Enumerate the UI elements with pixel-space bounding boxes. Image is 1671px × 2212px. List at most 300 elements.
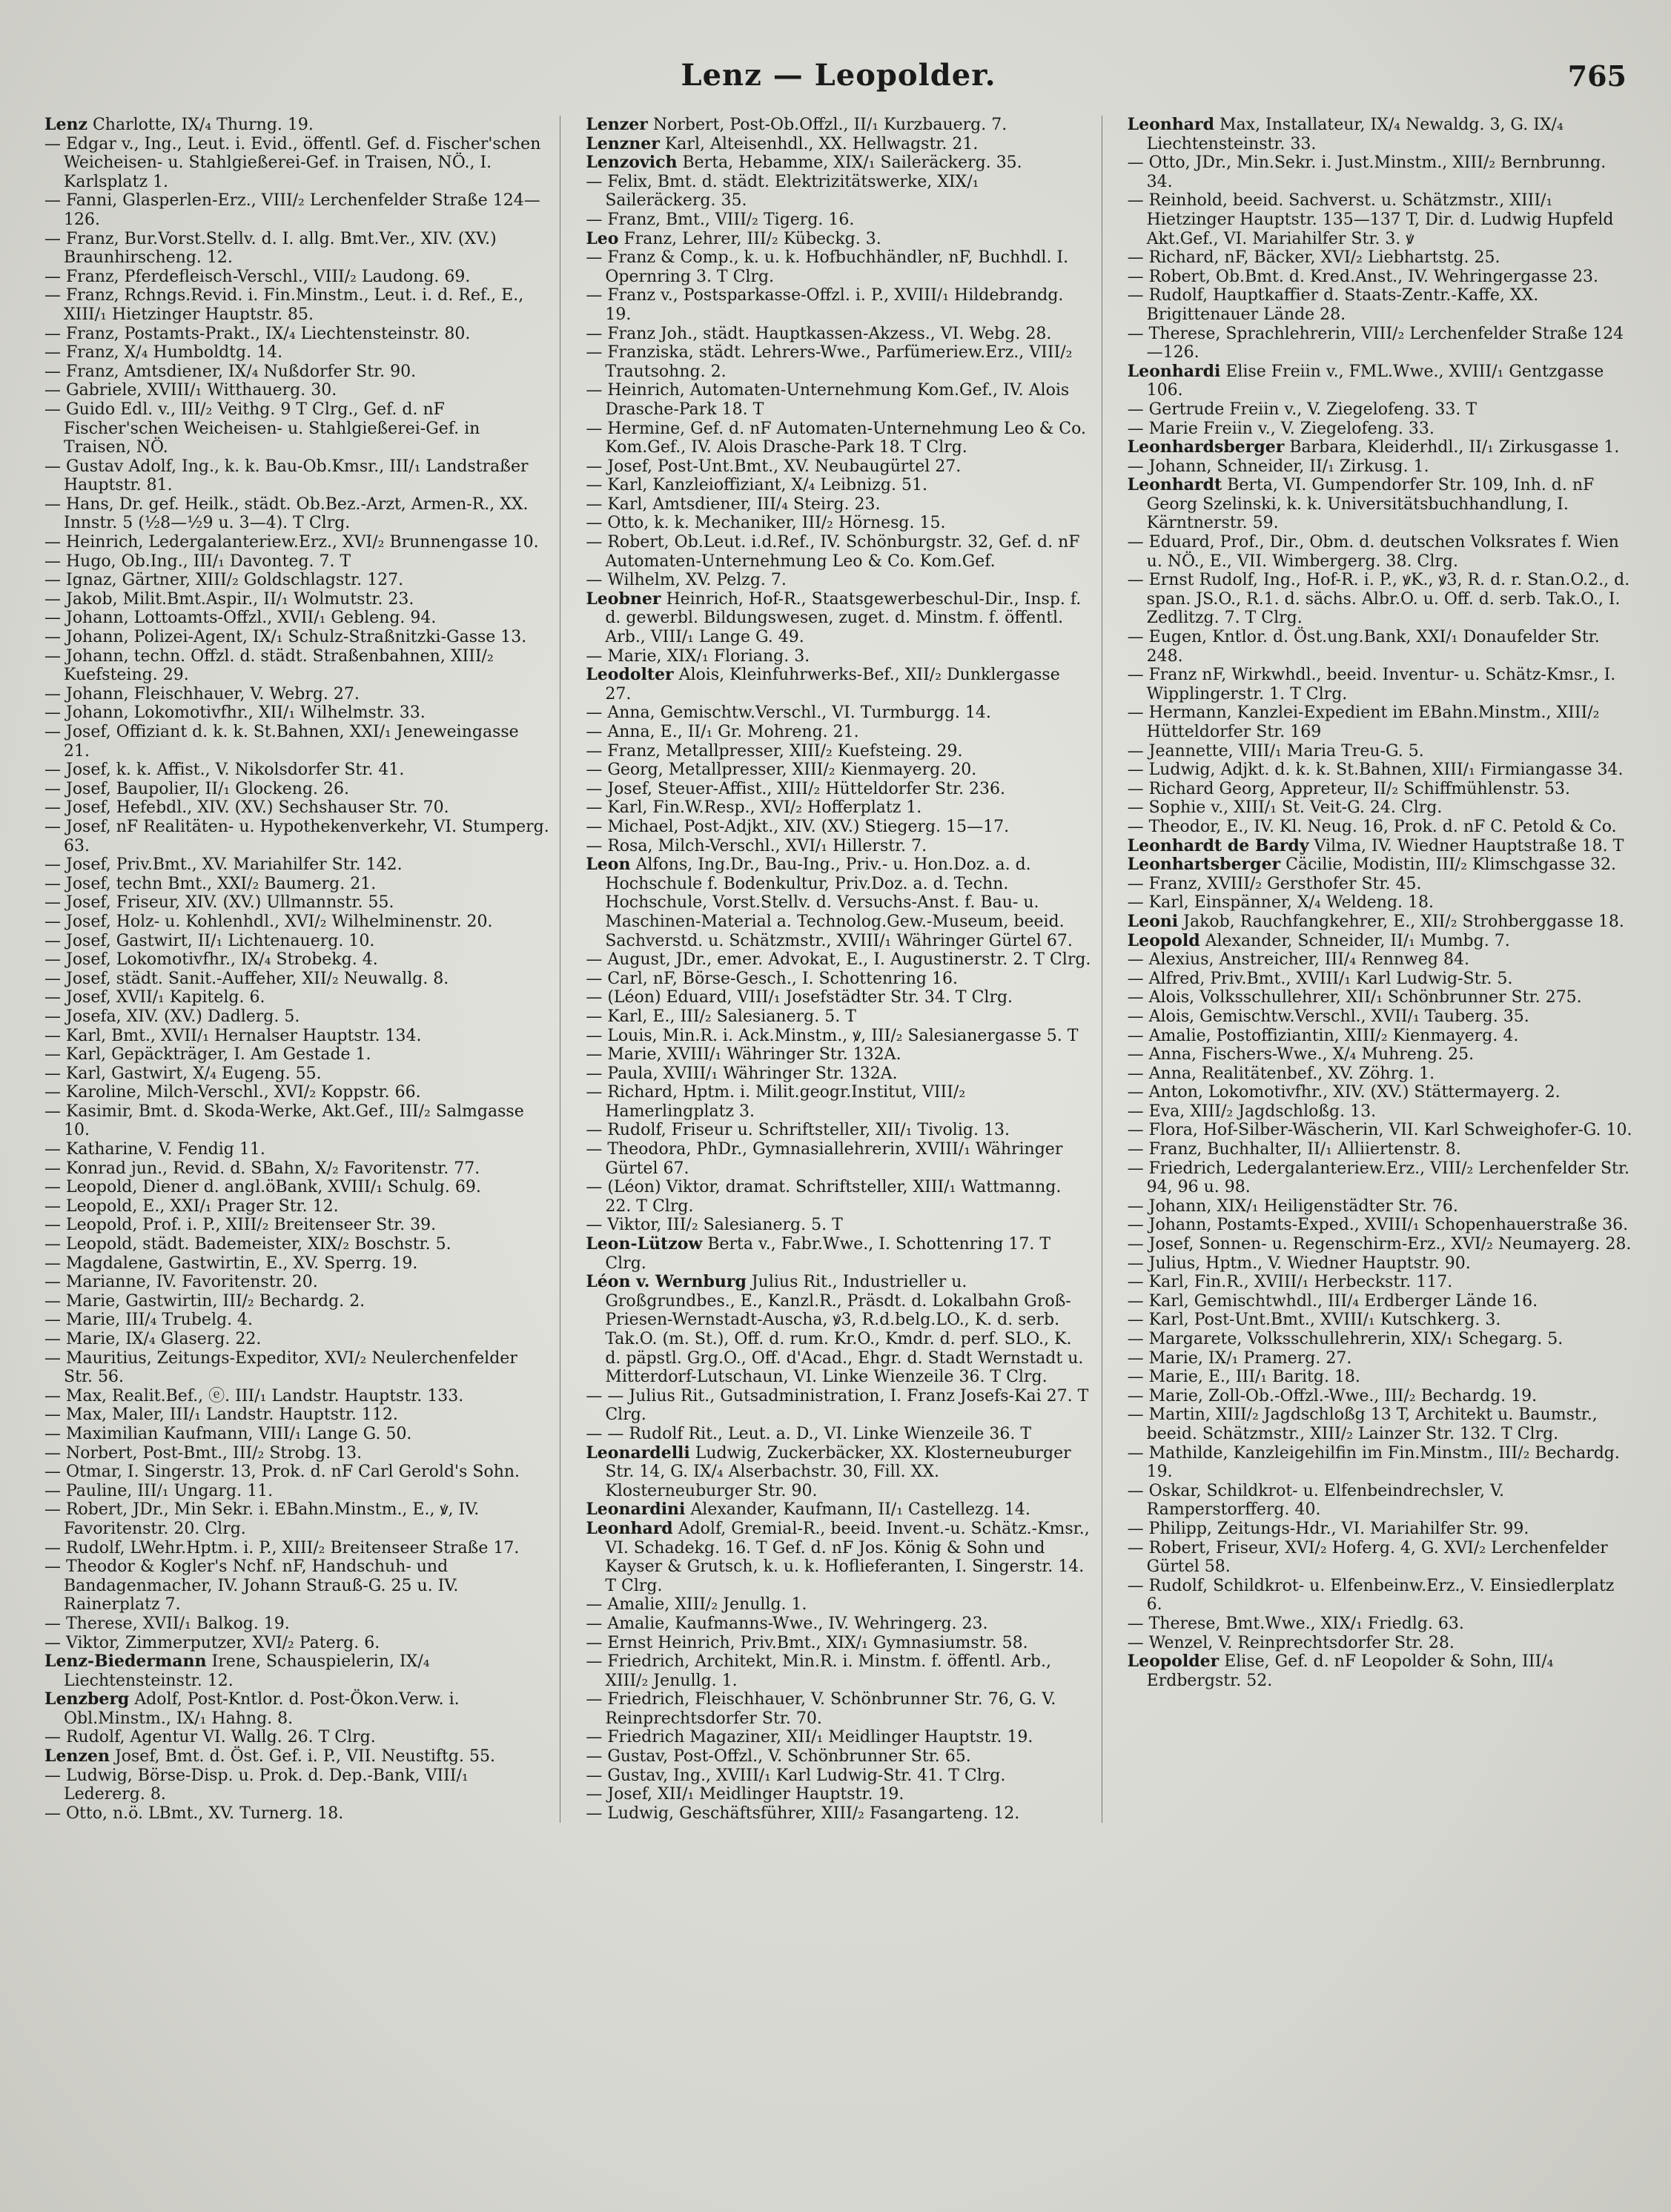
entry-text: — Eugen, Kntlor. d. Öst.ung.Bank, XXI/₁ Donaufelder Str. 248. (1127, 628, 1600, 666)
directory-entry (1128, 1083, 1632, 1102)
entry-surname: Lenzner (586, 133, 660, 153)
directory-entry (586, 153, 1091, 173)
directory-entry (586, 533, 1091, 571)
directory-entry (1128, 1652, 1632, 1690)
entry-text: — Franz, Bmt., VIII/₂ Tigerg. 16. (586, 210, 855, 229)
directory-entry (586, 837, 1091, 856)
entry-text: Franz, Lehrer, III/₂ Kübeckg. 3. (623, 229, 881, 248)
entry-surname: Lenzovich (586, 153, 678, 173)
entry-text: — Josef, Offiziant d. k. k. St.Bahnen, XXI/₁ Jeneweingasse 21. (44, 723, 519, 761)
directory-entry (586, 703, 1091, 723)
directory-entry (1128, 1634, 1632, 1653)
entry-text: — Josef, nF Realitäten- u. Hypothekenverkehr, VI. Stumperg. 63. (44, 817, 549, 855)
directory-entry (44, 1311, 549, 1330)
entry-text: Adolf, Gremial-R., beeid. Invent.-u. Schätz.-Kmsr., VI. Schadekg. 16. T Gef. d. nF Jos. König & Sohn und Kayser & Grutsch, k. u. k. Hoflieferanten, I. Singerstr. 14. T Clrg. (605, 1519, 1090, 1595)
entry-text: Charlotte, IX/₄ Thurng. 19. (92, 116, 314, 134)
directory-entry (586, 1520, 1091, 1595)
directory-entry (586, 1273, 1091, 1387)
entry-text: — Karl, Kanzleioffiziant, X/₄ Leibnizg. 51. (586, 476, 927, 495)
directory-entry (44, 761, 549, 780)
entry-surname: Leon-Lützow (586, 1234, 703, 1254)
directory-entry (1128, 1292, 1632, 1311)
entry-text: — Richard, Hptm. i. Milit.geogr.Institut, VIII/₂ Hamerlingplatz 3. (586, 1083, 966, 1121)
directory-entry (586, 818, 1091, 837)
directory-entry (1128, 628, 1632, 666)
directory-entry (1128, 457, 1632, 477)
directory-entry (1128, 268, 1632, 287)
directory-entry (586, 1804, 1091, 1824)
entry-text: — Franz, Amtsdiener, IX/₄ Nußdorfer Str. 90. (44, 362, 417, 381)
directory-entry (44, 325, 549, 344)
entry-surname: Leonhardt de Bardy (1127, 835, 1309, 855)
directory-entry (1128, 1539, 1632, 1577)
directory-entry (44, 818, 549, 855)
entry-surname: Leonhardt (1127, 475, 1222, 495)
directory-entry (44, 875, 549, 894)
directory-entry (1128, 1254, 1632, 1274)
directory-entry (586, 1007, 1091, 1027)
directory-entry (586, 590, 1091, 647)
entry-text: — Josef, techn Bmt., XXI/₂ Baumerg. 21. (44, 874, 377, 893)
entry-text: — Reinhold, beeid. Sachverst. u. Schätzmstr., XIII/₁ Hietzinger Hauptstr. 135—137 T, Dir. d. Ludwig Hupfeld Akt.Gef., VI. Mariahilfer Str. 3. ꝟ (1127, 191, 1614, 248)
entry-surname: Lenz (44, 116, 87, 134)
entry-text: — Alois, Gemischtw.Verschl., XVII/₁ Tauberg. 35. (1127, 1007, 1529, 1026)
directory-entry (44, 533, 549, 552)
directory-entry (1128, 837, 1632, 856)
directory-entry (1128, 1064, 1632, 1084)
column-3 (1128, 116, 1632, 1823)
directory-entry (44, 1102, 549, 1140)
entry-text: Alois, Kleinfuhrwerks-Bef., XII/₂ Dunklergasse 27. (605, 666, 1060, 703)
entry-text: — Fanni, Glasperlen-Erz., VIII/₂ Lerchenfelder Straße 124—126. (44, 191, 540, 229)
directory-entry (44, 1159, 549, 1179)
entry-text: — Max, Maler, III/₁ Landstr. Hauptstr. 112. (44, 1405, 398, 1425)
entry-surname: Lenzberg (44, 1689, 130, 1709)
running-title: Lenz — Leopolder. (681, 58, 996, 93)
entry-text: — Oskar, Schildkrot- u. Elfenbeindrechsler, V. Ramperstorfferg. 40. (1127, 1481, 1505, 1520)
directory-entry (1128, 893, 1632, 913)
directory-entry (586, 780, 1091, 799)
directory-entry (44, 1766, 549, 1804)
entry-text: — Marie, Gastwirtin, III/₂ Bechardg. 2. (44, 1291, 365, 1311)
directory-entry (586, 1690, 1091, 1728)
entry-text: — Franz v., Postsparkasse-Offzl. i. P., XVIII/₁ Hildebrandg. 19. (586, 286, 1064, 324)
entry-text: — Edgar v., Ing., Leut. i. Evid., öffentl. Gef. d. Fischer'schen Weicheisen- u. Stahlgießerei-Gef. in Traisen, NÖ., I. Karlsplatz 1. (44, 134, 541, 191)
directory-entry (44, 1349, 549, 1387)
directory-entry (586, 761, 1091, 780)
entry-text: — Marie, Zoll-Ob.-Offzl.-Wwe., III/₂ Bechardg. 19. (1127, 1386, 1538, 1405)
directory-entry (44, 647, 549, 685)
entry-text: — Karl, Gemischtwhdl., III/₄ Erdberger Lände 16. (1127, 1291, 1538, 1311)
entry-text: — Hugo, Ob.Ing., III/₁ Davonteg. 7. T (44, 552, 351, 571)
directory-entry (1128, 798, 1632, 818)
directory-entry (586, 343, 1091, 381)
entry-text: — Johann, Polizei-Agent, IX/₁ Schulz-Straßnitzki-Gasse 13. (44, 628, 527, 647)
directory-entry (586, 855, 1091, 950)
directory-entry (1128, 703, 1632, 741)
directory-entry (1128, 1159, 1632, 1197)
directory-entry (1128, 1273, 1632, 1292)
entry-text: — Anna, Fischers-Wwe., X/₄ Muhreng. 25. (1127, 1045, 1475, 1064)
entry-text: — Rudolf, Agentur VI. Wallg. 26. T Clrg. (44, 1728, 376, 1747)
directory-entry (44, 913, 549, 932)
directory-entry (586, 1785, 1091, 1804)
directory-entry (44, 780, 549, 799)
entry-text: — Carl, nF, Börse-Gesch., I. Schottenring 16. (586, 969, 958, 988)
directory-entry (586, 457, 1091, 477)
entry-text: — Karl, Post-Unt.Bmt., XVIII/₁ Kutschkerg. 3. (1127, 1311, 1501, 1330)
entry-surname: Leonhartsberger (1127, 855, 1281, 875)
entry-text: — Viktor, Zimmerputzer, XVI/₂ Paterg. 6. (44, 1633, 380, 1652)
entry-text: Ludwig, Zuckerbäcker, XX. Klosterneuburger Str. 14, G. IX/₄ Alserbachstr. 30, Fill. XX. Klosterneuburger Str. 90. (605, 1443, 1071, 1500)
entry-surname: Leonhardsberger (1127, 437, 1285, 457)
entry-text: — (Léon) Eduard, VIII/₁ Josefstädter Str. 34. T Clrg. (586, 988, 1013, 1007)
directory-entry (586, 116, 1091, 135)
directory-entry (1128, 1444, 1632, 1482)
entry-surname: Leo (586, 228, 619, 248)
directory-entry (586, 970, 1091, 989)
directory-entry (1128, 875, 1632, 894)
entry-surname: Leon (586, 855, 631, 875)
entry-text: — Gustav Adolf, Ing., k. k. Bau-Ob.Kmsr., III/₁ Landstraßer Hauptstr. 81. (44, 457, 529, 495)
entry-text: — Robert, Friseur, XVI/₂ Hoferg. 4, G. XVI/₂ Lerchenfelder Gürtel 58. (1127, 1538, 1608, 1577)
entry-text: — Josef, Post-Unt.Bmt., XV. Neubaugürtel 27. (586, 457, 962, 476)
directory-entry (586, 1387, 1091, 1425)
column-2 (586, 116, 1102, 1823)
entry-text: — Franz, Metallpresser, XIII/₂ Kuefsteing. 29. (586, 741, 963, 761)
entry-text: — Amalie, Kaufmanns-Wwe., IV. Wehringerg. 23. (586, 1614, 988, 1633)
column-1 (44, 116, 560, 1823)
page-header (44, 58, 1632, 102)
directory-entry (44, 1235, 549, 1254)
directory-entry (44, 1747, 549, 1766)
entry-surname: Leopold (1127, 930, 1200, 950)
entry-text: — Ludwig, Adjkt. d. k. k. St.Bahnen, XIII/₁ Firmiangasse 34. (1127, 761, 1624, 780)
directory-entry (586, 173, 1091, 211)
entry-text: — August, JDr., emer. Advokat, E., I. Augustinerstr. 2. T Clrg. (586, 950, 1091, 970)
directory-entry (1128, 438, 1632, 457)
directory-entry (1128, 116, 1632, 153)
entry-text: Adolf, Post-Kntlor. d. Post-Ökon.Verw. i. Obl.Minstm., IX/₁ Hahng. 8. (64, 1690, 460, 1728)
entry-text: — Guido Edl. v., III/₂ Veithg. 9 T Clrg., Gef. d. nF Fischer'schen Weicheisen- u. Stahlgießerei-Gef. in Traisen, NÖ. (44, 400, 480, 457)
entry-text: — Sophie v., XIII/₁ St. Veit-G. 24. Clrg. (1127, 798, 1443, 818)
entry-text: — Heinrich, Automaten-Unternehmung Kom.Gef., IV. Alois Drasche-Park 18. T (586, 381, 1070, 419)
entry-text: — Josef, Sonnen- u. Regenschirm-Erz., XVI/₂ Neumayerg. 28. (1127, 1235, 1632, 1254)
directory-entry (1128, 1235, 1632, 1254)
directory-entry (44, 1804, 549, 1824)
entry-text: — Therese, XVII/₁ Balkog. 19. (44, 1614, 290, 1633)
directory-entry (44, 1652, 549, 1690)
entry-text: — Franz, Postamts-Prakt., IX/₄ Liechtensteinstr. 80. (44, 324, 471, 343)
directory-entry (44, 1292, 549, 1311)
entry-text: — — Rudolf Rit., Leut. a. D., VI. Linke Wienzeile 36. T (586, 1424, 1032, 1443)
directory-entry (44, 552, 549, 572)
directory-entry (586, 1444, 1091, 1501)
entry-text: — Konrad jun., Revid. d. SBahn, X/₂ Favoritenstr. 77. (44, 1159, 480, 1178)
entry-text: — Amalie, Postoffiziantin, XIII/₂ Kienmayerg. 4. (1127, 1026, 1519, 1045)
directory-entry (1128, 1615, 1632, 1634)
entry-text: — Jeannette, VIII/₁ Maria Treu-G. 5. (1127, 741, 1424, 761)
directory-entry (1128, 1045, 1632, 1064)
directory-entry (44, 1539, 549, 1558)
directory-entry (1128, 988, 1632, 1007)
entry-text: — Mathilde, Kanzleigehilfin im Fin.Minstm., III/₂ Bechardg. 19. (1127, 1443, 1620, 1482)
entry-text: — Leopold, Diener d. angl.öBank, XVIII/₁ Schulg. 69. (44, 1178, 481, 1197)
entry-text: — Viktor, III/₂ Salesianerg. 5. T (586, 1216, 843, 1235)
directory-entry (44, 1007, 549, 1027)
entry-text: Heinrich, Hof-R., Staatsgewerbeschul-Dir., Insp. f. d. gewerbl. Bildungswesen, zuget. d. Minstm. f. öffentl. Arb., VIII/₁ Lange G. 49. (605, 589, 1082, 647)
entry-text: — Martin, XIII/₂ Jagdschloßg 13 T, Architekt u. Baumstr., beeid. Schätzmstr., XIII/₂ Lainzer Str. 132. T Clrg. (1127, 1405, 1598, 1443)
directory-entry (44, 1405, 549, 1425)
entry-text: — Maximilian Kaufmann, VIII/₁ Lange G. 50. (44, 1424, 412, 1443)
directory-entry (1128, 1387, 1632, 1406)
directory-entry (44, 343, 549, 362)
directory-entry (586, 723, 1091, 742)
entry-text: — Robert, JDr., Min Sekr. i. EBahn.Minstm., E., ꝟ, IV. Favoritenstr. 20. Clrg. (44, 1500, 480, 1538)
entry-text: — Leopold, E., XXI/₁ Prager Str. 12. (44, 1196, 339, 1216)
directory-entry (44, 571, 549, 590)
directory-entry (1128, 1197, 1632, 1216)
entry-text: — Johann, XIX/₁ Heiligenstädter Str. 76. (1127, 1196, 1458, 1216)
directory-entry (44, 1482, 549, 1501)
directory-entry (1128, 362, 1632, 400)
entry-surname: Leoni (1127, 911, 1179, 931)
entry-surname: Leonardini (586, 1500, 686, 1520)
directory-entry (44, 1690, 549, 1728)
entry-text: — Gustav, Post-Offzl., V. Schönbrunner Str. 65. (586, 1747, 971, 1766)
directory-entry (1128, 970, 1632, 989)
entry-surname: Leonhard (1127, 116, 1215, 134)
entry-text: — Wenzel, V. Reinprechtsdorfer Str. 28. (1127, 1633, 1455, 1652)
directory-entry (44, 1064, 549, 1084)
directory-entry (586, 950, 1091, 970)
entry-text: — Otto, JDr., Min.Sekr. i. Just.Minstm., XIII/₂ Bernbrunng. 34. (1127, 153, 1607, 191)
entry-text: — Eduard, Prof., Dir., Obm. d. deutschen Volksrates f. Wien u. NÖ., E., VII. Wimbergerg. 38. Clrg. (1127, 533, 1619, 571)
entry-text: — Josef, Lokomotivfhr., IX/₄ Strobekg. 4. (44, 950, 378, 970)
directory-entry (44, 1140, 549, 1159)
entry-text: Cäcilie, Modistin, III/₂ Klimschgasse 32. (1285, 855, 1616, 875)
directory-entry (586, 248, 1091, 286)
entry-text: — Anna, E., II/₁ Gr. Mohreng. 21. (586, 723, 859, 741)
entry-text: — Marie, XVIII/₁ Währinger Str. 132A. (586, 1045, 901, 1064)
entry-text: — Norbert, Post-Bmt., III/₂ Strobg. 13. (44, 1443, 363, 1463)
entry-text: — Franz, Pferdefleisch-Verschl., VIII/₂ Laudong. 69. (44, 267, 471, 286)
directory-entry (1128, 533, 1632, 571)
directory-entry (586, 1728, 1091, 1747)
directory-entry (44, 1463, 549, 1482)
entry-surname: Leonhardi (1127, 361, 1221, 381)
directory-entry (1128, 780, 1632, 799)
directory-entry (44, 1615, 549, 1634)
entry-text: — Kasimir, Bmt. d. Skoda-Werke, Akt.Gef., III/₂ Salmgasse 10. (44, 1102, 524, 1140)
directory-entry (586, 230, 1091, 249)
directory-entry (586, 1140, 1091, 1178)
entry-text: — Gertrude Freiin v., V. Ziegelofeng. 33. T (1127, 400, 1478, 419)
entry-text: — Karl, Amtsdiener, III/₄ Steirg. 23. (586, 494, 881, 514)
entry-text: — Louis, Min.R. i. Ack.Minstm., ꝟ, III/₂ Salesianergasse 5. T (586, 1026, 1079, 1045)
entry-text: — Josefa, XIV. (XV.) Dadlerg. 5. (44, 1007, 300, 1026)
entry-text: — Karoline, Milch-Verschl., XVI/₂ Koppstr. 66. (44, 1083, 421, 1102)
entry-text: — Wilhelm, XV. Pelzg. 7. (586, 571, 787, 590)
directory-entry (586, 1634, 1091, 1653)
entry-text: — Richard Georg, Appreteur, II/₂ Schiffmühlenstr. 53. (1127, 779, 1571, 798)
directory-entry (44, 1557, 549, 1615)
entry-text: — Theodor & Kogler's Nchf. nF, Handschuh- und Bandagenmacher, IV. Johann Strauß-G. 25 u. IV. Rainerplatz 7. (44, 1557, 459, 1615)
directory-entry (1128, 1216, 1632, 1235)
entry-surname: Léon v. Wernburg (586, 1272, 747, 1292)
directory-columns (44, 116, 1632, 1823)
entry-text: Barbara, Kleiderhdl., II/₁ Zirkusgasse 1. (1289, 438, 1620, 457)
entry-text: — Johann, Lokomotivfhr., XII/₁ Wilhelmstr. 33. (44, 703, 426, 723)
entry-text: — Ernst Rudolf, Ing., Hof-R. i. P., ꝟK., ꝟ3, R. d. r. Stan.O.2., d. span. JS.O., R.1. d. sächs. Albr.O. u. Off. d. serb. Tak.O., I. Zedlitzg. 7. T Clrg. (1127, 571, 1630, 628)
entry-text: — Julius, Hptm., V. Wiedner Hauptstr. 90. (1127, 1254, 1471, 1273)
entry-text: — Alois, Volksschullehrer, XII/₁ Schönbrunner Str. 275. (1127, 988, 1582, 1007)
directory-entry (1128, 476, 1632, 533)
entry-text: — Hans, Dr. gef. Heilk., städt. Ob.Bez.-Arzt, Armen-R., XX. Innstr. 5 (½8—½9 u. 3—4). T Clrg. (44, 494, 529, 533)
directory-entry (44, 1178, 549, 1197)
directory-entry (1128, 1330, 1632, 1349)
entry-text: — Max, Realit.Bef., ⓔ. III/₁ Landstr. Hauptstr. 133. (44, 1386, 464, 1405)
entry-text: — Richard, nF, Bäcker, XVI/₂ Liebhartstg. 25. (1127, 248, 1500, 268)
directory-entry (586, 666, 1091, 703)
directory-entry (1128, 1577, 1632, 1615)
directory-entry (1128, 400, 1632, 420)
entry-surname: Leonardelli (586, 1443, 690, 1463)
entry-surname: Lenzer (586, 116, 648, 134)
entry-text: — Robert, Ob.Bmt. d. Kred.Anst., IV. Wehringergasse 23. (1127, 267, 1599, 286)
entry-text: Josef, Bmt. d. Öst. Gef. i. P., VII. Neustiftg. 55. (114, 1747, 495, 1766)
directory-entry (44, 1083, 549, 1102)
entry-text: — Johann, techn. Offzl. d. städt. Straßenbahnen, XIII/₂ Kuefsteing. 29. (44, 646, 494, 685)
directory-entry (586, 1747, 1091, 1766)
entry-text: Berta, Hebamme, XIX/₁ Saileräckerg. 35. (682, 153, 1022, 173)
directory-entry (44, 1387, 549, 1406)
directory-entry (586, 647, 1091, 666)
directory-entry (44, 1045, 549, 1064)
entry-text: Norbert, Post-Ob.Offzl., II/₁ Kurzbauerg. 7. (652, 116, 1007, 134)
directory-entry (44, 135, 549, 192)
entry-text: — Friedrich, Fleischhauer, V. Schönbrunner Str. 76, G. V. Reinprechtsdorfer Str. 70. (586, 1690, 1056, 1728)
directory-entry (1128, 571, 1632, 628)
entry-text: — Friedrich, Ledergalanteriew.Erz., VIII/₂ Lerchenfelder Str. 94, 96 u. 98. (1127, 1159, 1629, 1197)
entry-text: — Franz, Rchngs.Revid. i. Fin.Minstm., Leut. i. d. Ref., E., XIII/₁ Hietzinger Hauptstr. 85. (44, 286, 524, 324)
entry-text: — Rudolf, Friseur u. Schriftsteller, XII/₁ Tivolig. 13. (586, 1121, 1010, 1140)
directory-entry (586, 135, 1091, 154)
entry-text: — Marianne, IV. Favoritenstr. 20. (44, 1273, 318, 1292)
entry-surname: Leopolder (1127, 1652, 1220, 1672)
entry-text: — Theodora, PhDr., Gymnasiallehrerin, XVIII/₁ Währinger Gürtel 67. (586, 1140, 1063, 1178)
entry-text: — Felix, Bmt. d. städt. Elektrizitätswerke, XIX/₁ Saileräckerg. 35. (586, 172, 979, 211)
page-number: 765 (1567, 59, 1627, 93)
directory-entry (44, 1728, 549, 1747)
entry-text: — (Léon) Viktor, dramat. Schriftsteller, XIII/₁ Wattmanng. 22. T Clrg. (586, 1178, 1062, 1216)
directory-entry (44, 1330, 549, 1349)
entry-surname: Leodolter (586, 665, 674, 685)
entry-text: — Otto, k. k. Mechaniker, III/₂ Hörnesg. 15. (586, 514, 946, 533)
directory-entry (44, 893, 549, 913)
entry-text: Alexander, Schneider, II/₁ Mumbg. 7. (1205, 931, 1510, 950)
entry-text: — Johann, Schneider, II/₁ Zirkusg. 1. (1127, 457, 1429, 476)
entry-text: — Paula, XVIII/₁ Währinger Str. 132A. (586, 1064, 898, 1083)
entry-text: — Otto, n.ö. LBmt., XV. Turnerg. 18. (44, 1804, 344, 1823)
entry-text: — Gabriele, XVIII/₁ Witthauerg. 30. (44, 381, 337, 400)
entry-text: — Rudolf, Hauptkaffier d. Staats-Zentr.-Kaffe, XX. Brigittenauer Lände 28. (1127, 286, 1539, 324)
entry-text: — Ignaz, Gärtner, XIII/₂ Goldschlagstr. 127. (44, 571, 404, 590)
entry-text: — Robert, Ob.Leut. i.d.Ref., IV. Schönburgstr. 32, Gef. d. nF Automaten-Unternehmung Leo & Co. Kom.Gef. (586, 533, 1080, 571)
entry-text: — Rudolf, LWehr.Hptm. i. P., XIII/₂ Breitenseer Straße 17. (44, 1538, 520, 1557)
directory-entry (1128, 666, 1632, 703)
entry-text: — — Julius Rit., Gutsadministration, I. Franz Josefs-Kai 27. T Clrg. (586, 1386, 1089, 1425)
directory-entry (586, 286, 1091, 324)
directory-entry (44, 628, 549, 647)
entry-text: — Alexius, Anstreicher, III/₄ Rennweg 84. (1127, 950, 1469, 970)
directory-entry (44, 988, 549, 1007)
entry-text: — Johann, Lottoamts-Offzl., XVII/₁ Gebleng. 94. (44, 609, 437, 628)
entry-text: — Margarete, Volksschullehrerin, XIX/₁ Schegarg. 5. (1127, 1330, 1564, 1348)
directory-entry (44, 1027, 549, 1046)
entry-surname: Lenz-Biedermann (44, 1652, 207, 1672)
directory-entry (586, 1045, 1091, 1064)
directory-entry (44, 685, 549, 704)
directory-entry (1128, 950, 1632, 970)
directory-entry (44, 286, 549, 324)
directory-entry (1128, 742, 1632, 761)
directory-entry (44, 723, 549, 761)
directory-entry (1128, 1368, 1632, 1387)
directory-entry (1128, 1140, 1632, 1159)
entry-text: — Josef, Priv.Bmt., XV. Mariahilfer Str. 142. (44, 855, 403, 875)
directory-entry (586, 1064, 1091, 1084)
directory-entry (1128, 932, 1632, 951)
directory-entry (586, 514, 1091, 533)
entry-text: — Anna, Gemischtw.Verschl., VI. Turmburgg. 14. (586, 703, 991, 723)
entry-text: — Georg, Metallpresser, XIII/₂ Kienmayerg. 20. (586, 761, 977, 780)
entry-text: — Franz, Buchhalter, II/₁ Alliiertenstr. 8. (1127, 1140, 1461, 1159)
entry-text: — Rosa, Milch-Verschl., XVI/₁ Hillerstr. 7. (586, 836, 927, 855)
directory-entry (1128, 1027, 1632, 1046)
directory-entry (1128, 420, 1632, 439)
directory-entry (586, 798, 1091, 818)
directory-entry (44, 1500, 549, 1538)
directory-entry (44, 1254, 549, 1274)
entry-text: — Hermine, Gef. d. nF Automaten-Unternehmung Leo & Co. Kom.Gef., IV. Alois Drasche-Park 18. T Clrg. (586, 419, 1086, 457)
directory-entry (44, 609, 549, 628)
directory-entry (44, 932, 549, 951)
directory-entry (1128, 1311, 1632, 1330)
directory-entry (1128, 191, 1632, 248)
directory-entry (44, 268, 549, 287)
directory-entry (1128, 1482, 1632, 1520)
entry-text: — Franziska, städt. Lehrers-Wwe., Parfümeriew.Erz., VIII/₂ Trautsohng. 2. (586, 343, 1073, 381)
entry-text: — Josef, XVII/₁ Kapitelg. 6. (44, 988, 265, 1007)
directory-entry (44, 855, 549, 875)
entry-text: — Josef, Hefebdl., XIV. (XV.) Sechshauser Str. 70. (44, 798, 449, 818)
directory-entry (1128, 153, 1632, 191)
entry-text: Elise, Gef. d. nF Leopolder & Sohn, III/₄ Erdbergstr. 52. (1146, 1652, 1554, 1690)
entry-text: — Michael, Post-Adjkt., XIV. (XV.) Stiegerg. 15—17. (586, 817, 1010, 836)
directory-entry (1128, 248, 1632, 268)
directory-entry (1128, 1520, 1632, 1539)
entry-text: — Josef, XII/₁ Meidlinger Hauptstr. 19. (586, 1785, 904, 1804)
entry-text: — Ludwig, Börse-Disp. u. Prok. d. Dep.-Bank, VIII/₁ Ledererg. 8. (44, 1766, 469, 1804)
entry-text: — Magdalene, Gastwirtin, E., XV. Sperrg. 19. (44, 1254, 418, 1273)
entry-text: — Karl, Gepäckträger, I. Am Gestade 1. (44, 1045, 371, 1064)
directory-entry (586, 1652, 1091, 1690)
entry-text: — Katharine, V. Fendig 11. (44, 1140, 265, 1159)
entry-text: — Otmar, I. Singerstr. 13, Prok. d. nF Carl Gerold's Sohn. (44, 1463, 520, 1482)
entry-surname: Lenzen (44, 1746, 110, 1766)
entry-text: — Josef, Holz- u. Kohlenhdl., XVI/₂ Wilhelminenstr. 20. (44, 912, 493, 931)
